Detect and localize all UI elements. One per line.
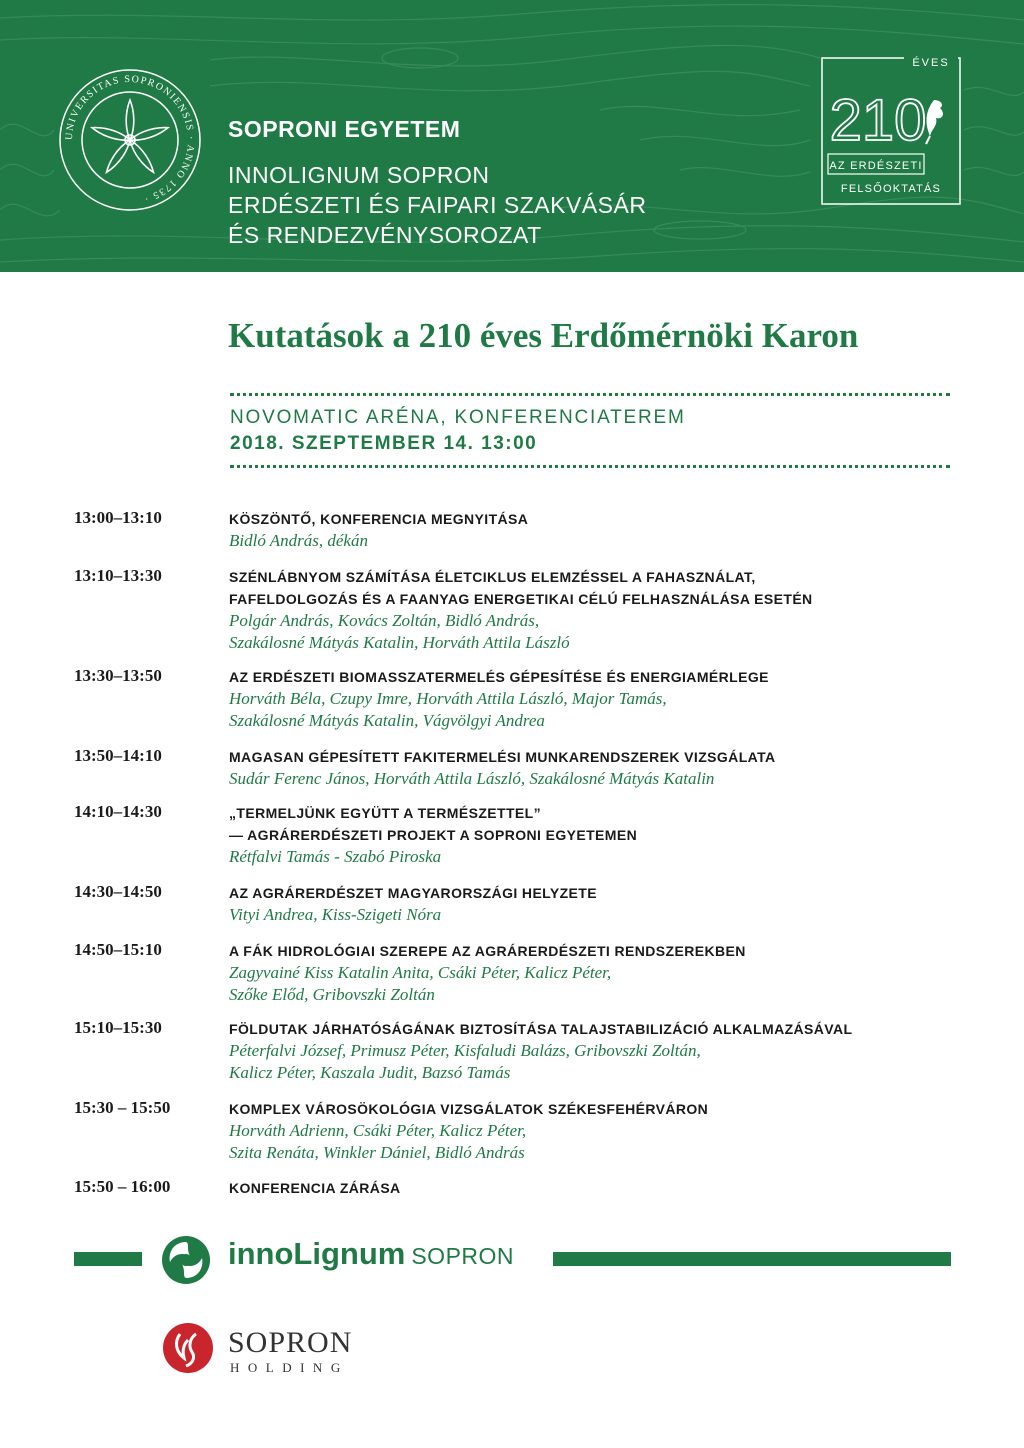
oak-leaf-icon — [926, 100, 943, 144]
badge-number: 210 — [829, 88, 927, 153]
sopron-holding-icon — [162, 1322, 214, 1374]
badge-top-word: ÉVES — [912, 57, 950, 69]
venue-text: NOVOMATIC ARÉNA, KONFERENCIATEREM — [230, 407, 686, 428]
time-slot: 13:30–13:50 — [74, 666, 162, 685]
time-slot: 13:00–13:10 — [74, 508, 162, 527]
talk-title: FAFELDOLGOZÁS ÉS A FAANYAG ENERGETIKAI CÉLÚ FELHASZNÁLÁSA ESETÉN — [229, 591, 813, 607]
speaker-names: Sudár Ferenc János, Horváth Attila László, Szakálosné Mátyás Katalin — [229, 769, 715, 788]
event-line: INNOLIGNUM SOPRON — [228, 162, 490, 188]
talk-title: SZÉNLÁBNYOM SZÁMÍTÁSA ÉLETCIKLUS ELEMZÉSSEL A FAHASZNÁLAT, — [229, 569, 756, 585]
innolignum-logo-text — [228, 1236, 514, 1272]
anniversary-badge — [818, 52, 964, 210]
brand-bar-right — [553, 1252, 951, 1266]
speaker-names: Péterfalvi József, Primusz Péter, Kisfaludi Balázs, Gribovszki Zoltán, — [229, 1041, 701, 1060]
speaker-names: Polgár András, Kovács Zoltán, Bidló András, — [229, 611, 540, 630]
talk-title: AZ ERDÉSZETI BIOMASSZATERMELÉS GÉPESÍTÉSE ÉS ENERGIAMÉRLEGE — [229, 669, 769, 685]
innolignum-city: SOPRON — [411, 1243, 515, 1269]
talk-title: KOMPLEX VÁROSÖKOLÓGIA VIZSGÁLATOK SZÉKESFEHÉRVÁRON — [229, 1101, 709, 1117]
oak-leaf-seal-icon — [58, 68, 202, 212]
event-line: ÉS RENDEZVÉNYSOROZAT — [228, 222, 542, 248]
brand-bar-left — [74, 1252, 142, 1266]
talk-title: A FÁK HIDROLÓGIAI SZEREPE AZ AGRÁRERDÉSZETI RENDSZEREKBEN — [229, 943, 746, 959]
talk-title: KÖSZÖNTŐ, KONFERENCIA MEGNYITÁSA — [229, 511, 529, 527]
speaker-names: Rétfalvi Tamás - Szabó Piroska — [229, 847, 442, 866]
seal-ring-text: UNIVERSITAS SOPRONIENSIS · ANNO 1735 · — [63, 73, 197, 205]
time-slot: 15:50 – 16:00 — [74, 1177, 171, 1196]
speaker-names: Szita Renáta, Winkler Dániel, Bidló András — [229, 1143, 525, 1162]
dotted-divider-bottom — [230, 465, 950, 468]
speaker-names: Szakálosné Mátyás Katalin, Horváth Attila László — [229, 633, 570, 652]
talk-title: KONFERENCIA ZÁRÁSA — [229, 1180, 401, 1196]
speaker-names: Vityi Andrea, Kiss-Szigeti Nóra — [229, 905, 442, 924]
time-slot: 13:50–14:10 — [74, 746, 162, 765]
dotted-divider-top — [230, 393, 950, 396]
speaker-names: Zagyvainé Kiss Katalin Anita, Csáki Péter, Kalicz Péter, — [229, 963, 612, 982]
talk-title: — AGRÁRERDÉSZETI PROJEKT A SOPRONI EGYETEMEN — [229, 827, 638, 843]
time-slot: 14:10–14:30 — [74, 802, 162, 821]
speaker-names: Bidló András, dékán — [229, 531, 368, 550]
university-name: SOPRONI EGYETEM — [228, 116, 461, 142]
holding-name: SOPRON — [228, 1326, 353, 1359]
speaker-names: Horváth Béla, Czupy Imre, Horváth Attila László, Major Tamás, — [229, 689, 667, 708]
time-slot: 14:50–15:10 — [74, 940, 162, 959]
speaker-names: Horváth Adrienn, Csáki Péter, Kalicz Péter, — [229, 1121, 527, 1140]
header-banner — [0, 0, 1024, 272]
event-line: ERDÉSZETI ÉS FAIPARI SZAKVÁSÁR — [228, 192, 647, 218]
time-slot: 14:30–14:50 — [74, 882, 162, 901]
speaker-names: Kalicz Péter, Kaszala Judit, Bazsó Tamás — [229, 1063, 511, 1082]
page-title: Kutatások a 210 éves Erdőmérnöki Karon — [228, 316, 859, 355]
badge-line-1: AZ ERDÉSZETI — [829, 160, 923, 172]
event-subtitle — [228, 160, 646, 250]
time-slot: 15:30 – 15:50 — [74, 1098, 171, 1117]
holding-subtitle: HOLDING — [230, 1360, 349, 1375]
talk-title: AZ AGRÁRERDÉSZET MAGYARORSZÁGI HELYZETE — [229, 885, 597, 901]
date-text: 2018. SZEPTEMBER 14. 13:00 — [230, 433, 538, 454]
talk-title: MAGASAN GÉPESÍTETT FAKITERMELÉSI MUNKARENDSZEREK VIZSGÁLATA — [229, 749, 776, 765]
badge-line-2: FELSŐOKTATÁS — [840, 183, 942, 195]
innolignum-name: innoLignum — [228, 1236, 406, 1271]
innolignum-swirl-icon — [160, 1234, 212, 1286]
time-slot: 15:10–15:30 — [74, 1018, 162, 1037]
time-slot: 13:10–13:30 — [74, 566, 162, 585]
speaker-names: Szakálosné Mátyás Katalin, Vágvölgyi Andrea — [229, 711, 545, 730]
talk-title: FÖLDUTAK JÁRHATÓSÁGÁNAK BIZTOSÍTÁSA TALAJSTABILIZÁCIÓ ALKALMAZÁSÁVAL — [229, 1021, 853, 1037]
talk-title: „TERMELJÜNK EGYÜTT A TERMÉSZETTEL” — [229, 805, 542, 821]
speaker-names: Szőke Előd, Gribovszki Zoltán — [229, 985, 435, 1004]
